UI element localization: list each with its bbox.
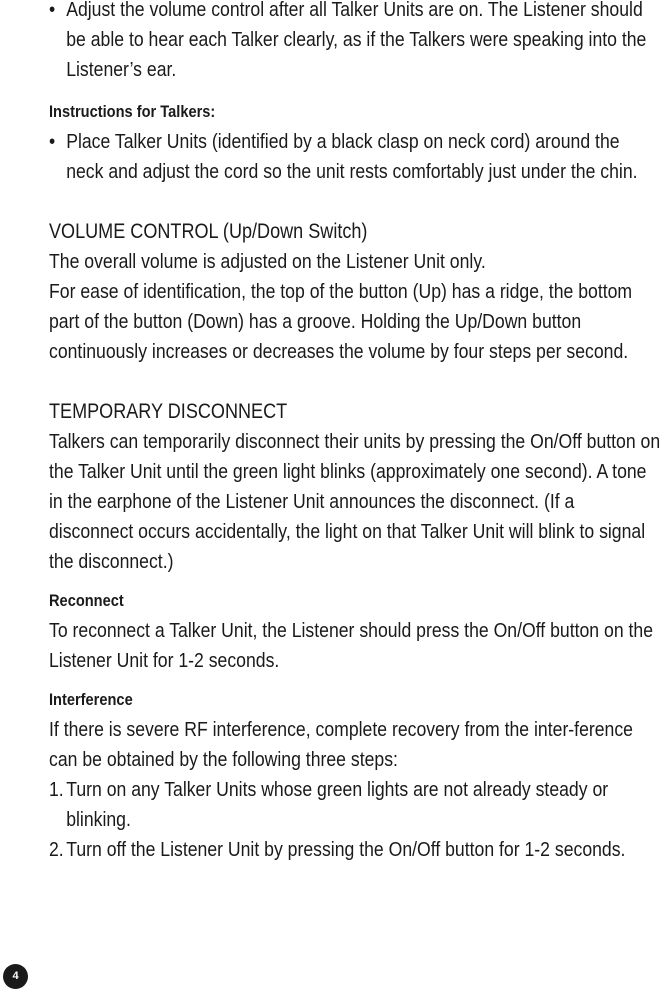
page-number-badge: 4 (3, 964, 28, 989)
intro-bullet (49, 0, 661, 85)
interference-step (49, 775, 661, 835)
bullet-mark: • (49, 130, 56, 153)
interference-step (49, 835, 661, 865)
volume-paragraph-2: For ease of identification, the top of the button (Up) has a ridge, the bottom part of the button (Down) has a groove. Holding the Up/Down button continuously increases or decreases the volume by four steps per second. (49, 280, 633, 363)
reconnect-heading: Reconnect (49, 591, 124, 610)
volume-paragraph-1: The overall volume is adjusted on the Listener Unit only. (49, 250, 486, 273)
talkers-bullet (49, 127, 661, 187)
step-text: Turn on any Talker Units whose green lights are not already steady or blinking. (66, 778, 609, 831)
volume-heading: VOLUME CONTROL (Up/Down Switch) (49, 220, 368, 243)
reconnect-paragraph: To reconnect a Talker Unit, the Listener should press the On/Off button on the Listener Unit for 1-2 seconds. (49, 619, 654, 672)
disconnect-paragraph: Talkers can temporarily disconnect their units by pressing the On/Off button on the Talker Unit until the green light blinks (approximately one second). A tone in the earphone of the Listener Unit announces the disconnect. (If a disconnect occurs accidentally, the light on that Talker Unit will blink to signal the disconnect.) (49, 430, 661, 573)
interference-heading: Interference (49, 690, 133, 709)
bullet-mark: • (49, 0, 56, 21)
step-number: 1. (49, 778, 64, 801)
step-text: Turn off the Listener Unit by pressing the On/Off button for 1-2 seconds. (66, 838, 626, 861)
talkers-heading: Instructions for Talkers: (49, 102, 216, 121)
talkers-bullet-text: Place Talker Units (identified by a black clasp on neck cord) around the neck and adjust the cord so the unit rests comfortably just under the chin. (66, 130, 638, 183)
intro-bullet-text: Adjust the volume control after all Talker Units are on. The Listener should be able to hear each Talker clearly, as if the Talkers were speaking into the Listener’s ear. (66, 0, 647, 81)
manual-page (49, 0, 661, 865)
disconnect-heading: TEMPORARY DISCONNECT (49, 400, 288, 423)
interference-paragraph: If there is severe RF interference, complete recovery from the inter-ference can be obtained by the following three steps: (49, 718, 633, 771)
step-number: 2. (49, 838, 64, 861)
